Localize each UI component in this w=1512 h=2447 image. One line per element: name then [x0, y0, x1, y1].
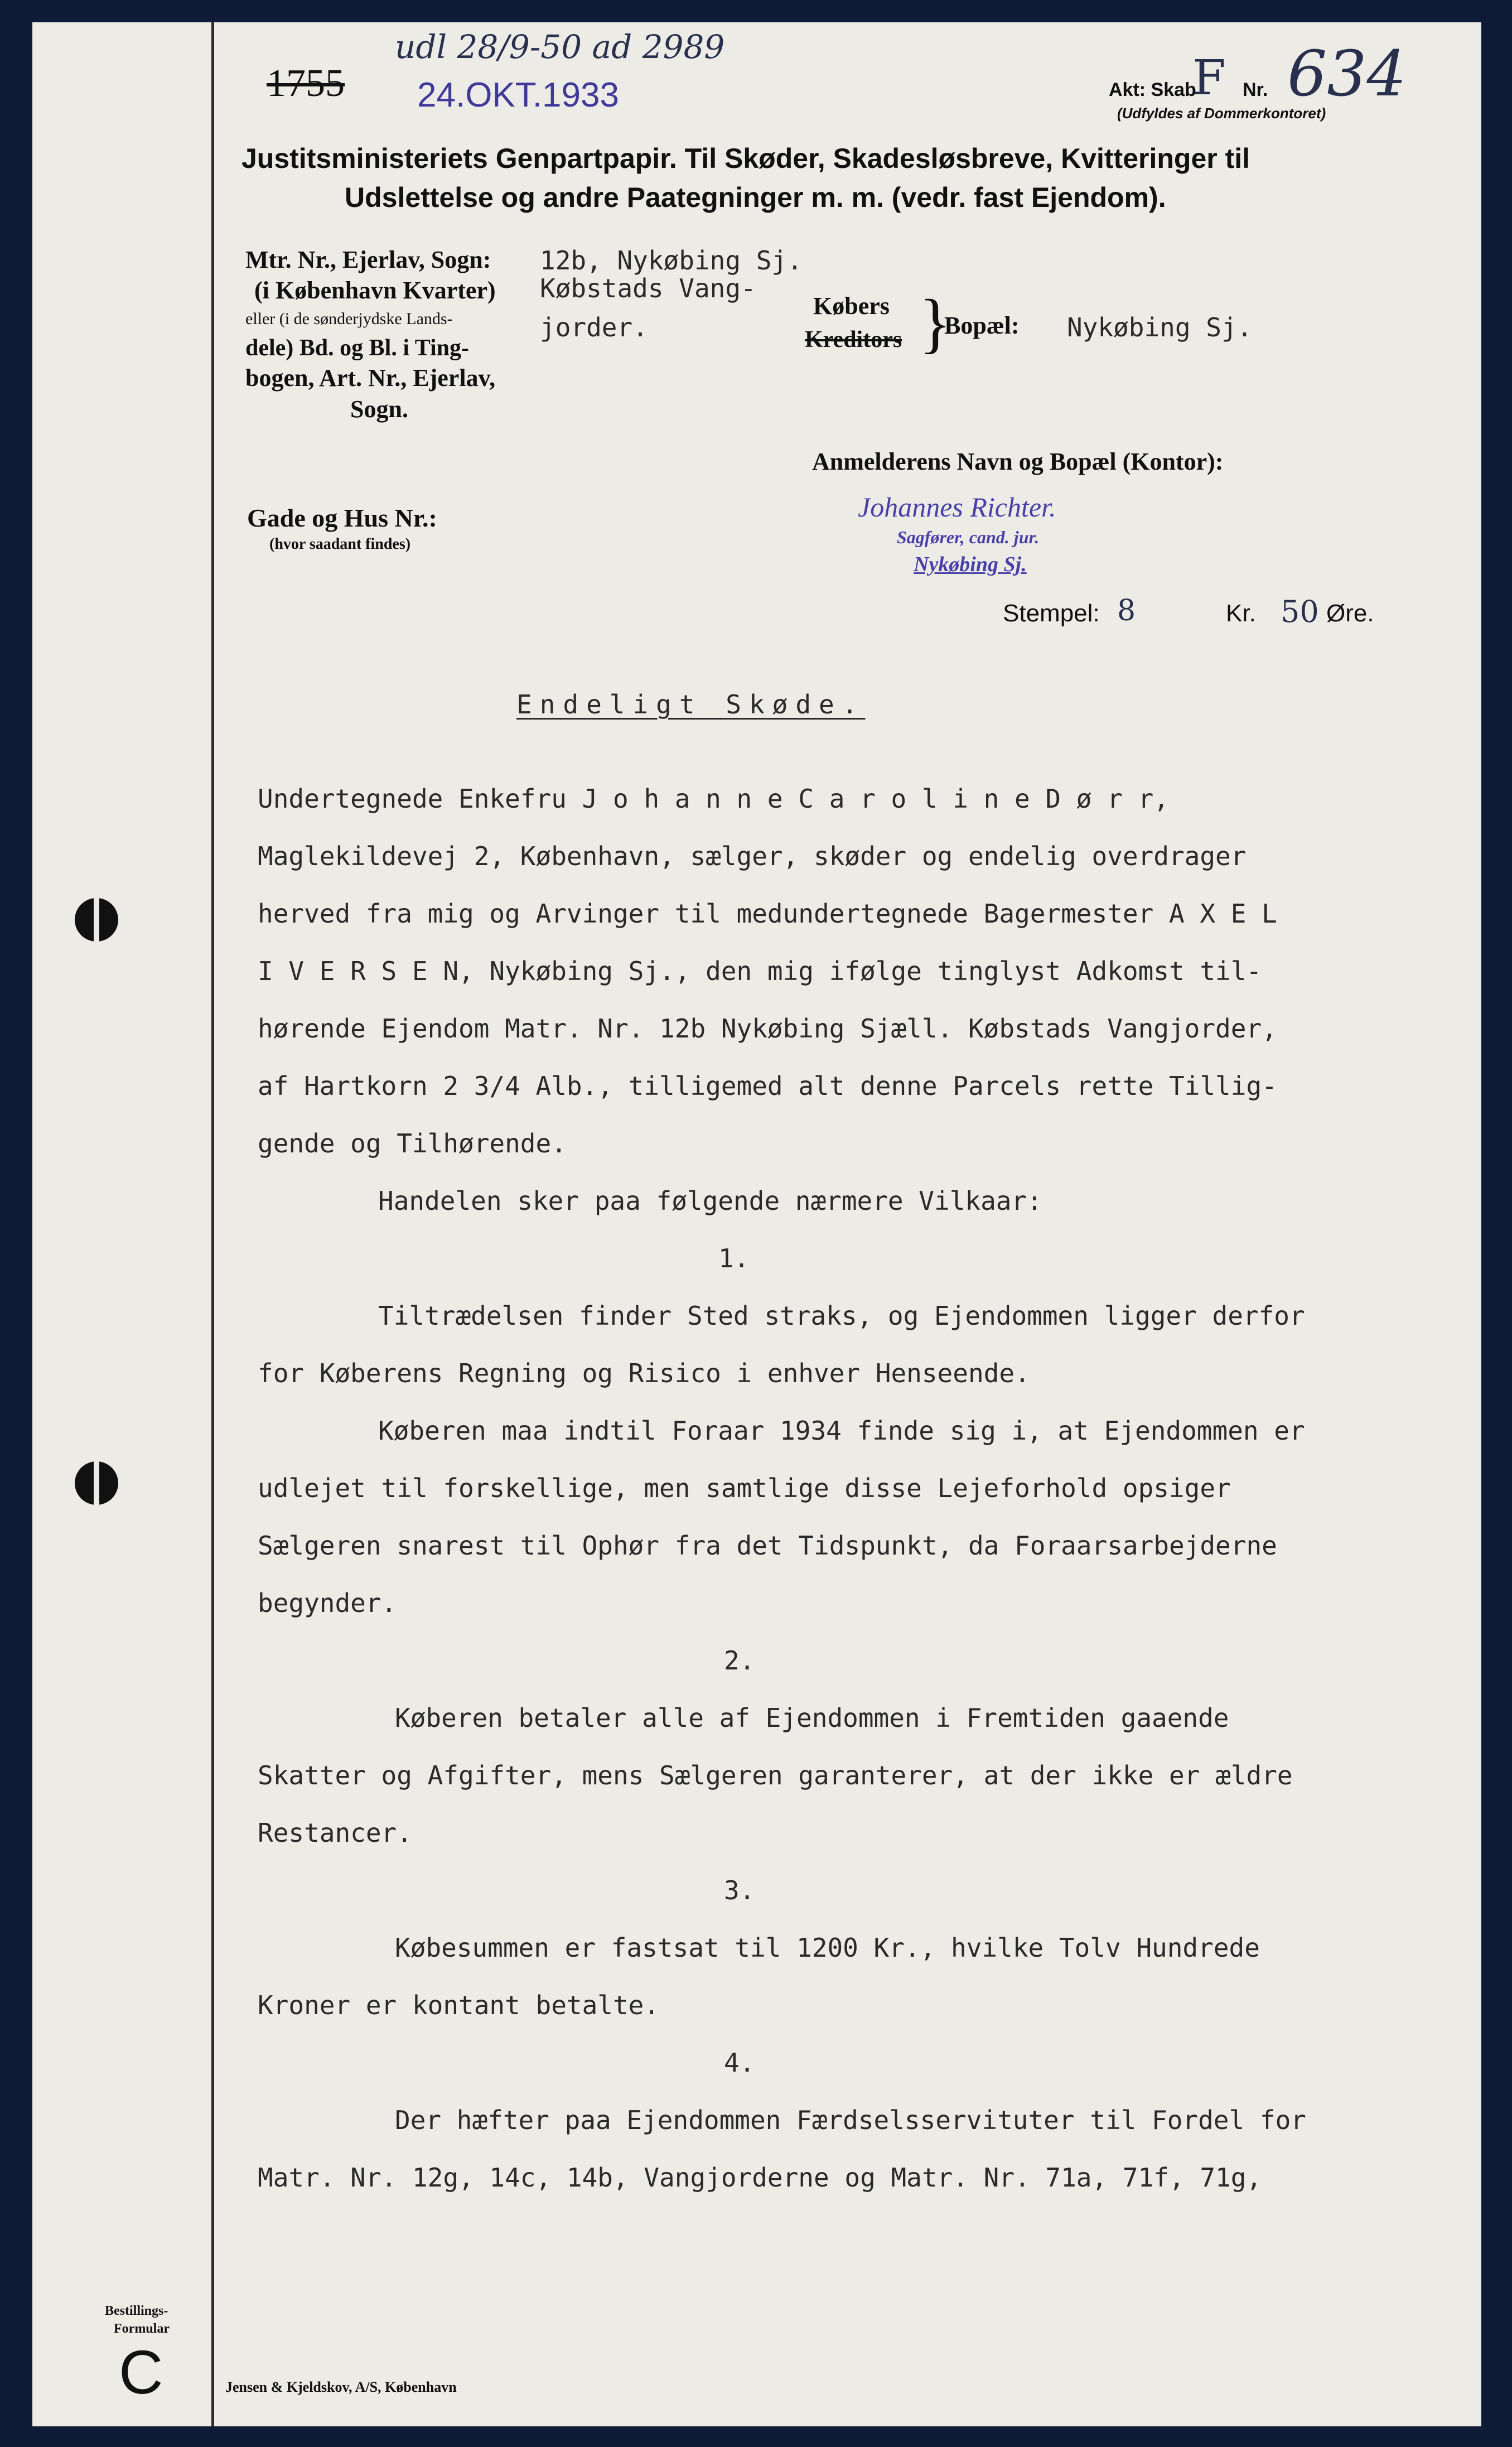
mtr-label-5: bogen, Art. Nr., Ejerlav, [245, 364, 496, 392]
kr-label: Kr. [1226, 600, 1256, 627]
body-line: begynder. [258, 1588, 397, 1618]
akt-skab-value: F [1192, 50, 1226, 106]
body-line: Køberen betaler alle af Ejendommen i Fremtiden gaaende [395, 1703, 1229, 1733]
body-line: Kroner er kontant betalte. [258, 1990, 660, 2020]
body-line: gende og Tilhørende. [258, 1128, 567, 1159]
section-number: 1. [718, 1243, 750, 1273]
bopael-label: Bopæl: [944, 312, 1020, 339]
body-line: Der hæfter paa Ejendommen Færdselsservituter til Fordel for [395, 2105, 1306, 2135]
form-letter: C [119, 2338, 163, 2407]
document-title: Endeligt Skøde. [516, 689, 866, 720]
section-number: 4. [724, 2048, 755, 2078]
ore-label: Øre. [1326, 600, 1374, 627]
body-line: Maglekildevej 2, København, sælger, skøder og endelig overdrager [258, 841, 1247, 871]
akt-label: Akt: Skab [1109, 79, 1196, 100]
brace-icon: } [919, 286, 951, 360]
body-line: Handelen sker paa følgende nærmere Vilkaar: [378, 1186, 1042, 1216]
body-line: Restancer. [258, 1818, 412, 1848]
kobers-label: Købers [813, 292, 890, 320]
body-line: herved fra mig og Arvinger til medundertegnede Bagermester A X E L [258, 899, 1277, 929]
gade-label: Gade og Hus Nr.: [247, 504, 437, 532]
mtr-value-1: 12b, Nykøbing Sj. [540, 245, 803, 276]
kr-value: 50 [1281, 594, 1319, 629]
body-line: for Køberens Regning og Risico i enhver Henseende. [258, 1358, 1030, 1388]
punch-hole-icon [75, 898, 118, 942]
akt-nr-label: Nr. [1243, 79, 1268, 100]
body-line: I V E R S E N, Nykøbing Sj., den mig ifølge tinglyst Adkomst til- [258, 956, 1262, 986]
bopael-value: Nykøbing Sj. [1067, 312, 1253, 342]
margin-rule [211, 22, 214, 2426]
kreditors-label: Kreditors [805, 327, 902, 353]
body-line: Tiltrædelsen finder Sted straks, og Ejendommen ligger derfor [378, 1301, 1305, 1331]
printer-credit: Jensen & Kjeldskov, A/S, København [225, 2379, 457, 2395]
gade-note: (hvor saadant findes) [269, 535, 411, 553]
stempel-value: 8 [1117, 594, 1136, 628]
mtr-value-2: Købstads Vang- [540, 273, 756, 303]
document-page [32, 22, 1481, 2426]
body-line: Undertegnede Enkefru J o h a n n e C a r o l i n e D ø r r, [258, 784, 1169, 814]
body-line: af Hartkorn 2 3/4 Alb., tilligemed alt denne Parcels rette Tillig- [258, 1071, 1277, 1101]
anmelder-stamp-title: Sagfører, cand. jur. [897, 527, 1040, 547]
title-line-2: Udslettelse og andre Paategninger m. m. (vedr. fast Ejendom). [345, 182, 1166, 213]
anmelder-label: Anmelderens Navn og Bopæl (Kontor): [812, 448, 1224, 475]
punch-hole-icon [75, 1461, 118, 1505]
mtr-label-1: Mtr. Nr., Ejerlav, Sogn: [245, 246, 491, 273]
mtr-label-2: (i København Kvarter) [254, 277, 496, 304]
body-line: Matr. Nr. 12g, 14c, 14b, Vangjorderne og Matr. Nr. 71a, 71f, 71g, [258, 2163, 1262, 2193]
anmelder-stamp-town: Nykøbing Sj. [914, 553, 1027, 576]
body-line: Køberen maa indtil Foraar 1934 finde sig i, at Ejendommen er [378, 1416, 1305, 1446]
bestillings-label-2: Formular [114, 2321, 170, 2336]
body-line: hørende Ejendom Matr. Nr. 12b Nykøbing Sjæll. Købstads Vangjorder, [258, 1013, 1277, 1044]
mtr-value-3: jorder. [540, 312, 648, 342]
handwritten-annotation: udl 28/9-50 ad 2989 [395, 28, 725, 66]
mtr-label-4: dele) Bd. og Bl. i Ting- [245, 335, 470, 361]
section-number: 2. [724, 1645, 755, 1676]
stempel-label: Stempel: [1003, 600, 1100, 627]
anmelder-stamp-name: Johannes Richter. [858, 491, 1056, 523]
body-line: Købesummen er fastsat til 1200 Kr., hvilke Tolv Hundrede [395, 1933, 1260, 1963]
body-line: Sælgeren snarest til Ophør fra det Tidspunkt, da Foraarsarbejderne [258, 1531, 1277, 1561]
akt-nr-value: 634 [1287, 38, 1407, 110]
file-number-struck: 1755 [267, 62, 345, 105]
body-line: Skatter og Afgifter, mens Sælgeren garanterer, at der ikke er ældre [258, 1760, 1293, 1790]
bestillings-label-1: Bestillings- [105, 2304, 168, 2318]
akt-note: (Udfyldes af Dommerkontoret) [1117, 105, 1326, 122]
mtr-label-3: eller (i de sønderjydske Lands- [245, 310, 453, 328]
date-stamp: 24.OKT.1933 [417, 76, 619, 114]
section-number: 3. [724, 1875, 755, 1905]
title-line-1: Justitsministeriets Genpartpapir. Til Skøder, Skadesløsbreve, Kvitteringer til [241, 143, 1250, 174]
body-line: udlejet til forskellige, men samtlige disse Lejeforhold opsiger [258, 1473, 1231, 1503]
mtr-label-6: Sogn. [350, 395, 408, 423]
